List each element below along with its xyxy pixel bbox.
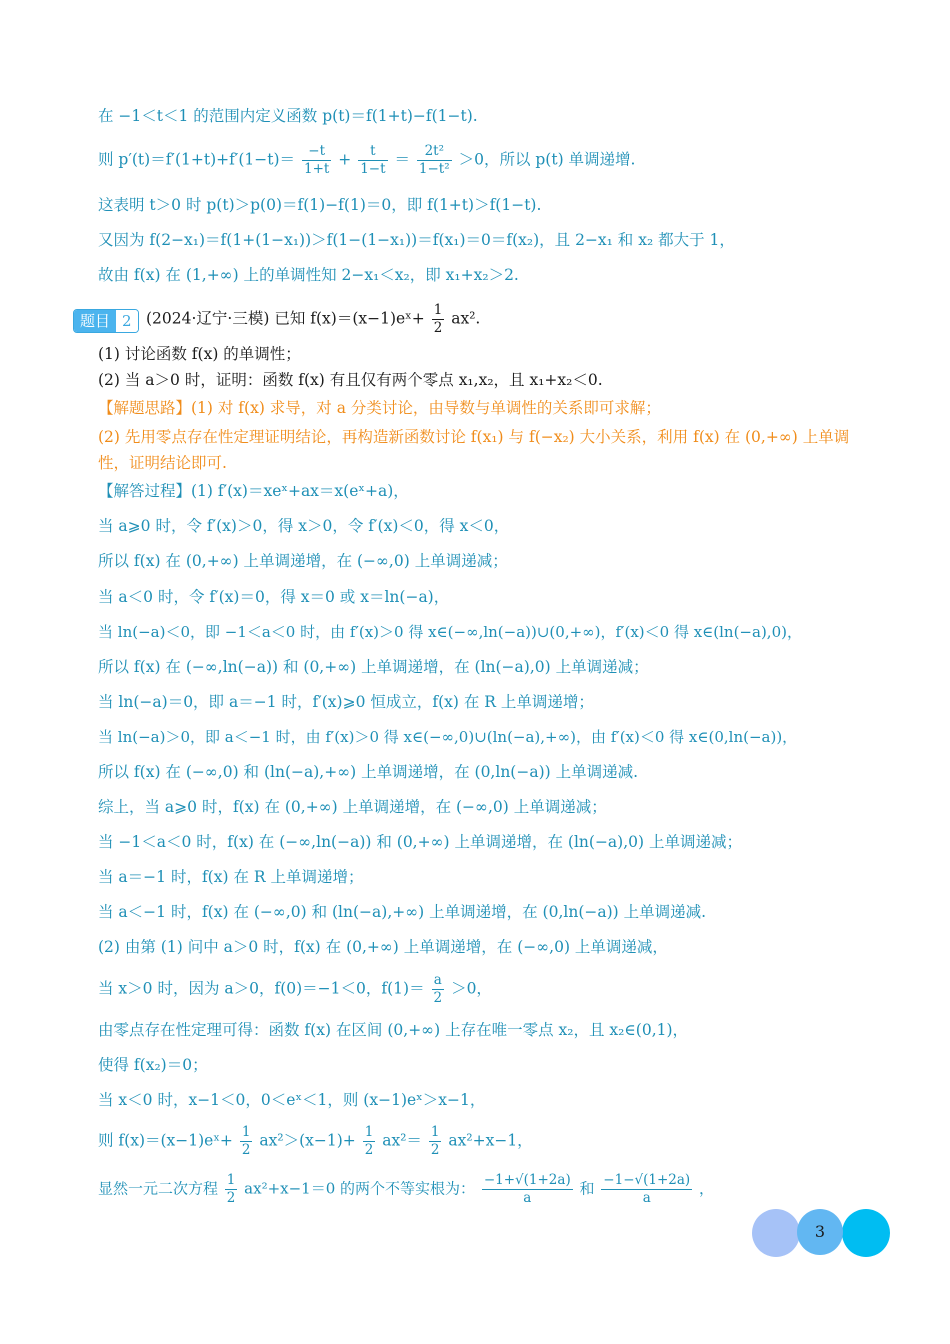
- solution-line: (2) 由第 (1) 问中 a＞0 时，f(x) 在 (0,+∞) 上单调递增，在 (−∞,0) 上单调递减，: [98, 938, 668, 956]
- text-segment: ax²+x−1＝0 的两个不等实根为：: [244, 1179, 476, 1198]
- fraction: [225, 1172, 238, 1207]
- denominator: 2: [433, 990, 443, 1006]
- solution-line: 所以 f(x) 在 (−∞,ln(−a)) 和 (0,+∞) 上单调递增，在 (ln(−a),0) 上单调递减；: [98, 658, 649, 676]
- solution-line: 当 a⩾0 时，令 f′(x)＞0，得 x＞0，令 f′(x)＜0，得 x＜0，: [98, 517, 510, 535]
- denominator: 1−t²: [418, 161, 450, 177]
- denominator: 2: [364, 1142, 374, 1158]
- fraction: [358, 143, 387, 178]
- solution-line: 综上，当 a⩾0 时，f(x) 在 (0,+∞) 上单调递增，在 (−∞,0) 上单调递减；: [98, 798, 607, 816]
- page-decoration-right: [842, 1209, 890, 1257]
- denominator: 2: [433, 320, 443, 336]
- numerator: 1: [364, 1124, 374, 1140]
- text-segment: 显然一元二次方程: [98, 1179, 219, 1198]
- fraction: [432, 302, 445, 337]
- text-segment: (2024·辽宁·三模) 已知 f(x)＝(x−1)eˣ+: [146, 309, 425, 328]
- numerator: −1+√(1+2a): [483, 1172, 571, 1188]
- fraction: [432, 972, 445, 1007]
- denominator: 2: [430, 1142, 440, 1158]
- solution-line: 当 x＜0 时，x−1＜0，0＜eˣ＜1，则 (x−1)eˣ＞x−1，: [98, 1091, 486, 1109]
- denominator: 1+t: [303, 161, 330, 177]
- solution-line: 由零点存在性定理可得：函数 f(x) 在区间 (0,+∞) 上存在唯一零点 x₂，且 x₂∈(0,1)，: [98, 1021, 689, 1039]
- denominator: a: [642, 1190, 651, 1206]
- text-line: 故由 f(x) 在 (1,+∞) 上的单调性知 2−x₁＜x₂，即 x₁+x₂＞2.: [98, 266, 519, 284]
- page-decoration-left: [752, 1209, 800, 1257]
- text-segment: ax²+x−1，: [448, 1131, 533, 1150]
- badge-label: 题目: [74, 310, 116, 332]
- text-segment: ax²＞(x−1)+: [259, 1131, 356, 1150]
- fraction: [482, 1172, 573, 1207]
- denominator: 2: [241, 1142, 251, 1158]
- text-segment: ，: [698, 1179, 714, 1198]
- hint-line: (2) 先用零点存在性定理证明结论，再构造新函数讨论 f(x₁) 与 f(−x₂) 大小关系，利用 f(x) 在 (0,+∞) 上单调性，证明结论即可.: [98, 428, 850, 472]
- fraction: [601, 1172, 692, 1207]
- numerator: 1: [241, 1124, 251, 1140]
- solution-line: 当 a＝−1 时，f(x) 在 R 上单调递增；: [98, 868, 364, 886]
- numerator: 1: [226, 1172, 236, 1188]
- denominator: a: [523, 1190, 532, 1206]
- text-segment: 则 f(x)＝(x−1)eˣ+: [98, 1131, 233, 1150]
- text-segment: 和: [579, 1179, 595, 1198]
- problem-badge: [73, 309, 139, 333]
- solution-line: 当 −1＜a＜0 时，f(x) 在 (−∞,ln(−a)) 和 (0,+∞) 上单调递增，在 (ln(−a),0) 上单调递减；: [98, 833, 742, 851]
- solution-line: 当 ln(−a)＞0，即 a＜−1 时，由 f′(x)＞0 得 x∈(−∞,0)∪(ln(−a),+∞)，由 f′(x)＜0 得 x∈(0,ln(−a))，: [98, 728, 798, 746]
- text-line: 又因为 f(2−x₁)＝f(1+(1−x₁))＞f(1−(1−x₁))＝f(x₁)＝0＝f(x₂)，且 2−x₁ 和 x₂ 都大于 1，: [98, 231, 735, 249]
- text-segment: ax²＝: [382, 1131, 422, 1150]
- text-segment: 当 x＞0 时，因为 a＞0，f(0)＝−1＜0，f(1)＝: [98, 979, 425, 998]
- solution-line: [98, 972, 890, 1007]
- numerator: t: [358, 143, 387, 161]
- fraction: [240, 1124, 253, 1159]
- solution-line: 所以 f(x) 在 (0,+∞) 上单调递增，在 (−∞,0) 上单调递减；: [98, 552, 508, 570]
- solution-line: 当 ln(−a)＜0，即 −1＜a＜0 时，由 f′(x)＞0 得 x∈(−∞,ln(−a))∪(0,+∞)，f′(x)＜0 得 x∈(ln(−a),0)，: [98, 623, 802, 641]
- problem-stem: [146, 302, 890, 337]
- text-segment: ax².: [451, 309, 481, 328]
- solution-line: 【解答过程】(1) f′(x)＝xeˣ+ax＝x(eˣ+a)，: [98, 482, 409, 500]
- solution-line: [98, 1172, 890, 1207]
- hint-line: 【解题思路】(1) 对 f(x) 求导，对 a 分类讨论，由导数与单调性的关系即可求解；: [98, 399, 661, 417]
- text-line: 在 −1＜t＜1 的范围内定义函数 p(t)＝f(1+t)−f(1−t).: [98, 107, 478, 125]
- fraction: [302, 143, 331, 178]
- numerator: 2t²: [417, 143, 452, 161]
- solution-line: 当 a＜0 时，令 f′(x)＝0，得 x＝0 或 x＝ln(−a)，: [98, 588, 450, 606]
- solution-line: 当 a＜−1 时，f(x) 在 (−∞,0) 和 (ln(−a),+∞) 上单调递增，在 (0,ln(−a)) 上单调递减.: [98, 903, 707, 921]
- question-1: (1) 讨论函数 f(x) 的单调性；: [98, 345, 301, 363]
- solution-line: 所以 f(x) 在 (−∞,0) 和 (ln(−a),+∞) 上单调递增，在 (0,ln(−a)) 上单调递减.: [98, 763, 639, 781]
- page-number: 3: [814, 1222, 826, 1241]
- text-line: 这表明 t＞0 时 p(t)＞p(0)＝f(1)−f(1)＝0，即 f(1+t)＞f(1−t).: [98, 196, 542, 214]
- numerator: a: [432, 972, 445, 990]
- numerator: 1: [430, 1124, 440, 1140]
- fraction: [429, 1124, 442, 1159]
- page-number-badge: [797, 1209, 843, 1255]
- solution-line: 当 ln(−a)＝0，即 a＝−1 时，f′(x)⩾0 恒成立，f(x) 在 R 上单调递增；: [98, 693, 594, 711]
- solution-line: [98, 1124, 890, 1159]
- solution-line: 使得 f(x₂)＝0；: [98, 1056, 208, 1074]
- denominator: 1−t: [360, 161, 386, 177]
- denominator: 2: [226, 1190, 236, 1206]
- numerator: −t: [302, 143, 331, 161]
- fraction: [417, 143, 452, 178]
- question-2: (2) 当 a＞0 时，证明：函数 f(x) 有且仅有两个零点 x₁,x₂，且 x₁+x₂＜0.: [98, 371, 603, 389]
- text-segment: ＞0，: [451, 979, 492, 998]
- numerator: 1: [433, 302, 443, 318]
- fraction: [363, 1124, 376, 1159]
- text-segment: ＝: [394, 150, 410, 169]
- numerator: −1−√(1+2a): [603, 1172, 691, 1188]
- text-line: [98, 143, 890, 178]
- text-segment: 则 p′(t)＝f′(1+t)+f′(1−t)＝: [98, 150, 296, 169]
- text-segment: +: [338, 150, 352, 169]
- text-segment: ＞0，所以 p(t) 单调递增.: [458, 150, 636, 169]
- badge-number: 2: [116, 310, 138, 332]
